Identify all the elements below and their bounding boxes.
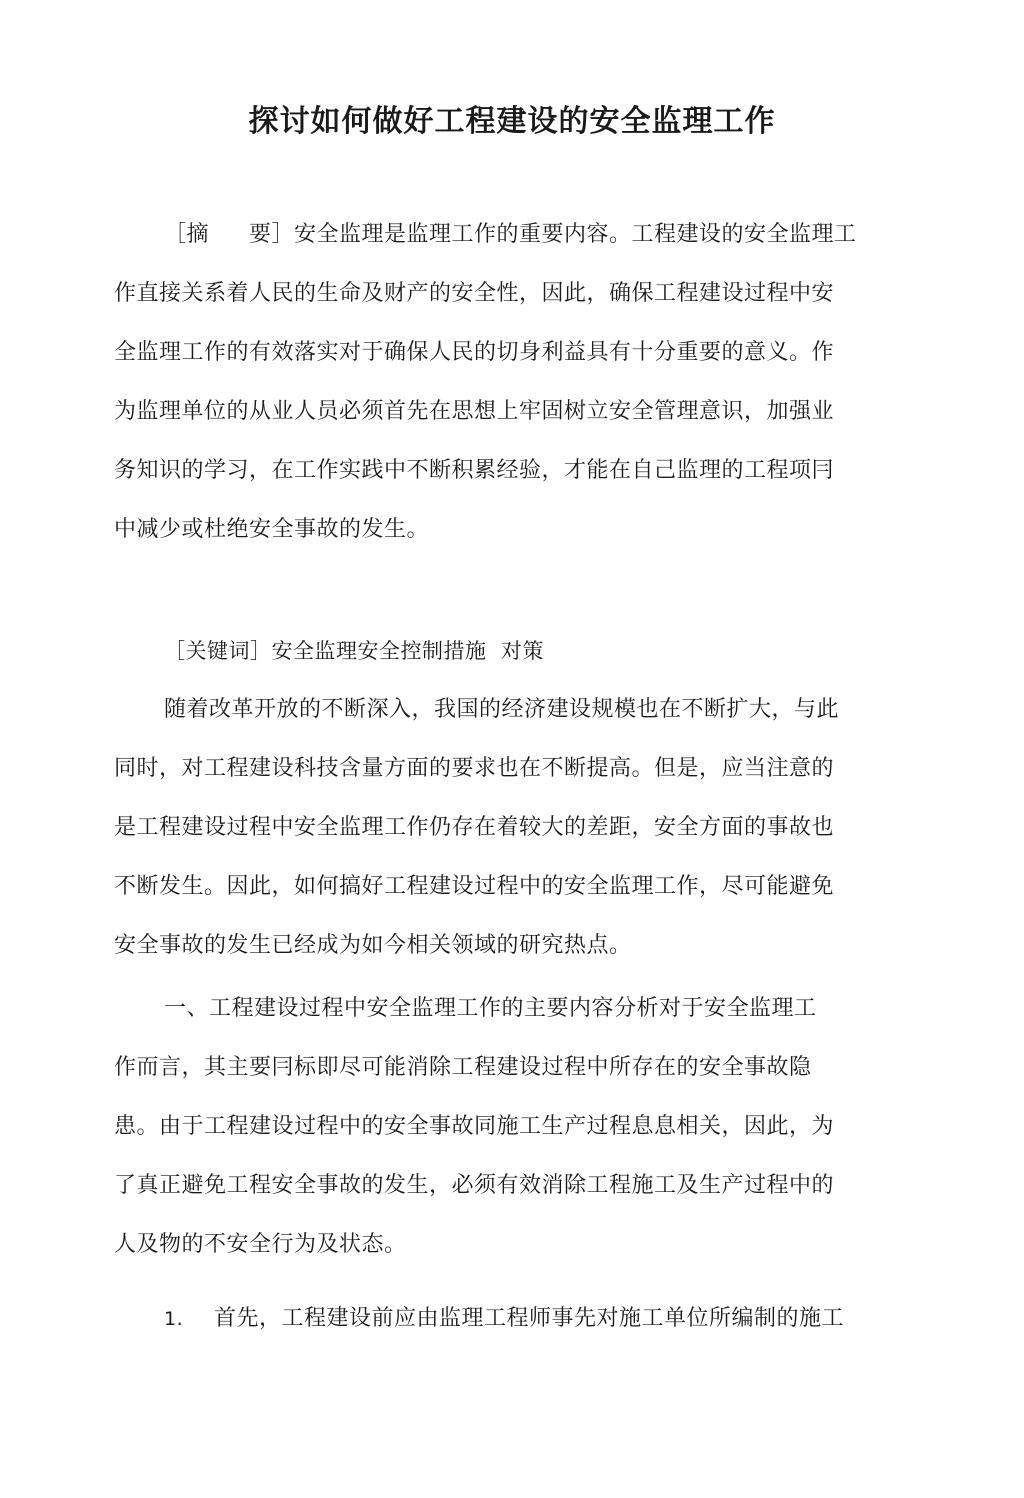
section1-line-2: 作而言，其主要冃标即尽可能消除工程建设过程中所存在的安全事故隐 (114, 1055, 812, 1080)
intro-line-5: 安全事故的发生已经成为如今相关领域的研究热点。 (114, 933, 632, 958)
list-item-text: 首先，工程建设前应由监理工程师事先对施工单位所编制的施工 (214, 1306, 845, 1331)
abstract-line-3: 全监理工作的有效落实对于确保人民的切身利益具有十分重要的意义。作 (114, 340, 835, 365)
keywords-line (164, 636, 544, 666)
abstract-text: 安全监理是监理工作的重要内容。工程建设的安全监理工 (294, 222, 857, 247)
abstract-line-6: 中减少或杜绝安全事故的发生。 (114, 517, 430, 542)
keywords-text: 安全监理安全控制措施 对策 (271, 639, 544, 663)
abstract-label-open: ［摘 (164, 222, 210, 247)
section1-line-4: 了真正避免工程安全事故的发生，必须有效消除工程施工及生产过程中的 (114, 1173, 835, 1198)
abstract-line-4: 为监理单位的从业人员必须首先在思想上牢固树立安全管理意识，加强业 (114, 399, 835, 424)
intro-line-3: 是工程建设过程中安全监理工作仍存在着较大的差距，安全方面的事故也 (114, 815, 835, 840)
abstract-line-1 (164, 220, 857, 250)
intro-line-4: 不断发生。因此，如何搞好工程建设过程中的安全监理工作，尽可能避免 (114, 874, 835, 899)
intro-line-1: 随着改革开放的不断深入，我国的经济建设规模也在不断扩大，与此 (164, 697, 840, 722)
keywords-label: ［关键词］ (164, 639, 272, 663)
document-title: 探讨如何做好工程建设的安全监理工作 (248, 104, 776, 139)
list-item-1 (164, 1304, 844, 1334)
abstract-line-2: 作直接关系着人民的生命及财产的安全性，因此，确保工程建设过程中安 (114, 281, 835, 306)
list-item-number: 1. (164, 1308, 184, 1330)
section1-line-1: 一、工程建设过程中安全监理工作的主要内容分析对于安全监理工 (164, 996, 817, 1021)
intro-line-2: 同时，对工程建设科技含量方面的要求也在不断提高。但是，应当注意的 (114, 756, 835, 781)
abstract-label-close: 要］ (249, 222, 295, 247)
section1-line-5: 人及物的不安全行为及状态。 (114, 1232, 407, 1257)
abstract-line-5: 务知识的学习，在工作实践中不断积累经验，才能在自己监理的工程项冃 (114, 458, 835, 483)
section1-line-3: 患。由于工程建设过程中的安全事故同施工生产过程息息相关，因此，为 (114, 1114, 835, 1139)
